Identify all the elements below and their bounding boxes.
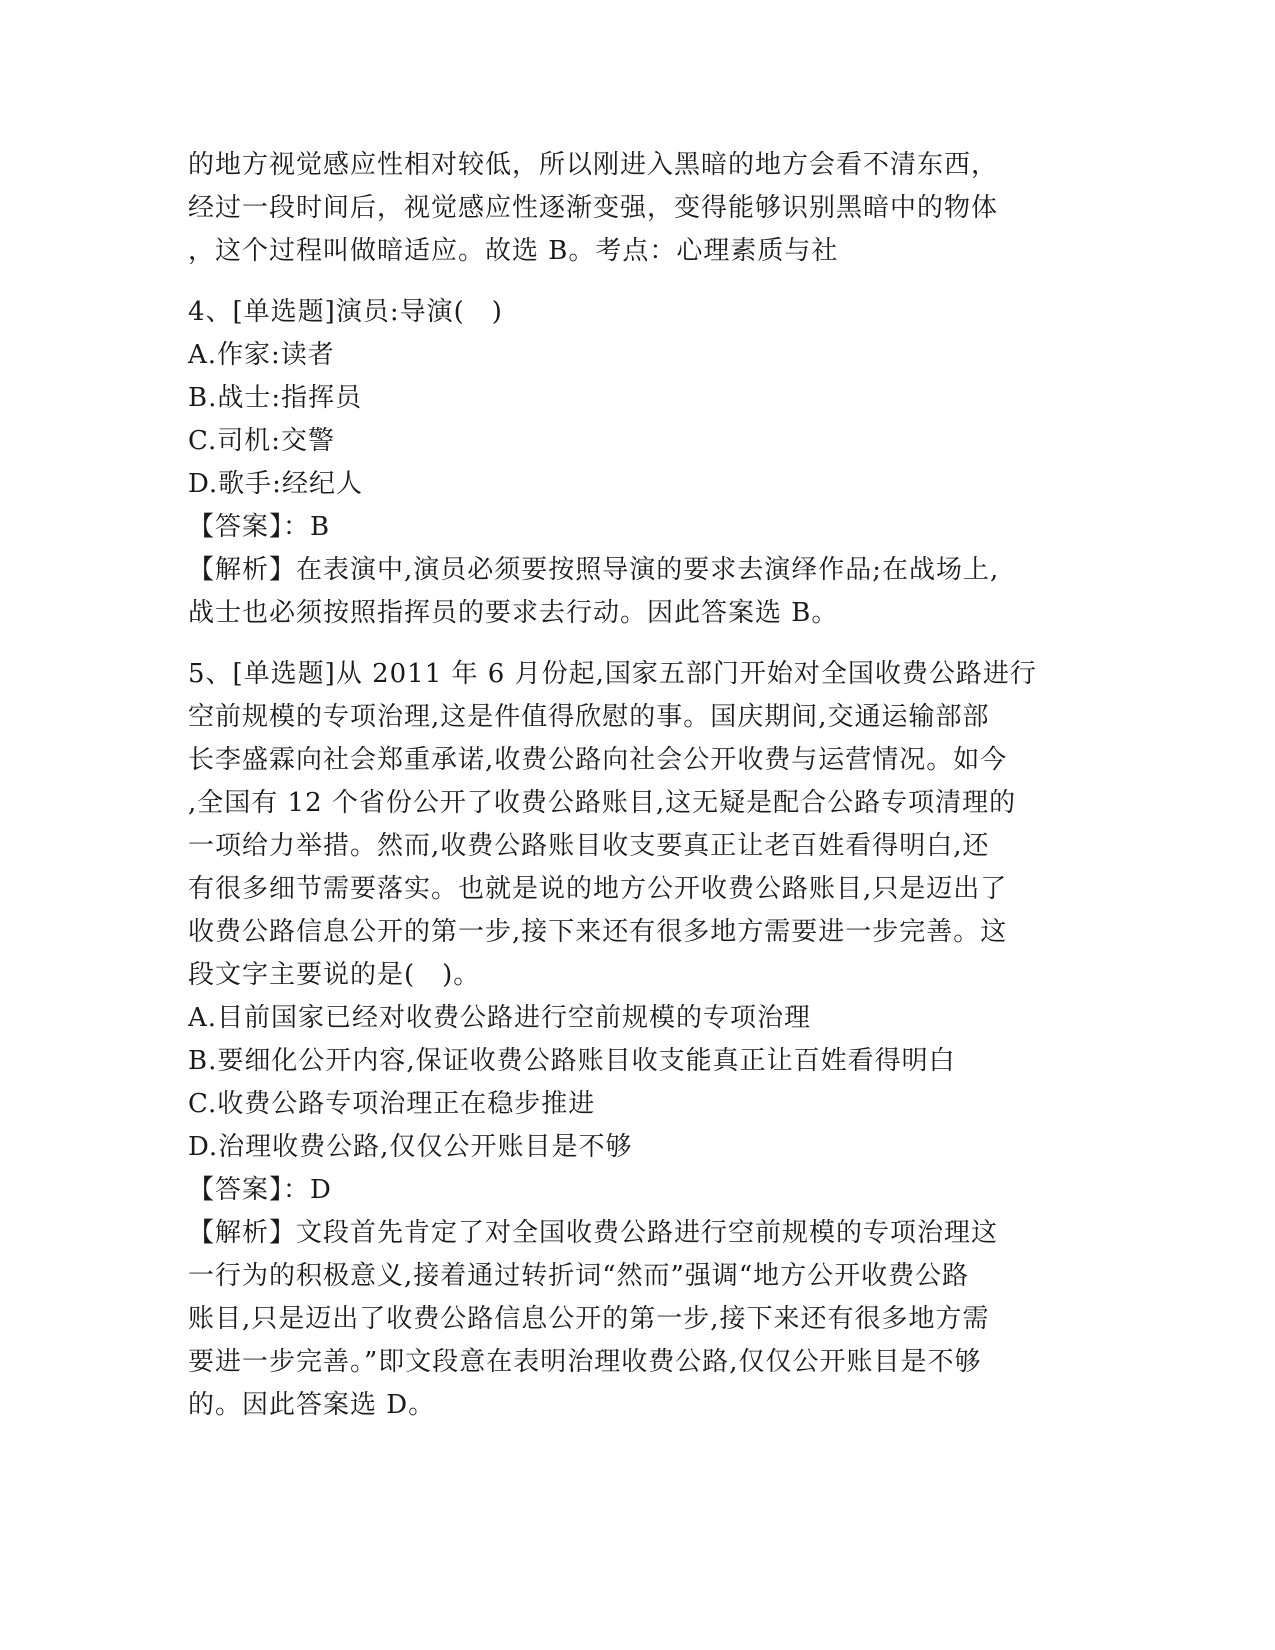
question-5-stem-line: 空前规模的专项治理,这是件值得欣慰的事。国庆期间,交通运输部部 bbox=[188, 702, 990, 732]
question-4-option-a: A.作家:读者 bbox=[188, 340, 335, 370]
question-5-stem-line: 收费公路信息公开的第一步,接下来还有很多地方需要进一步完善。这 bbox=[188, 917, 1008, 947]
question-5-answer: 【答案】：D bbox=[188, 1175, 332, 1205]
intro-line: 经过一段时间后，视觉感应性逐渐变强，变得能够识别黑暗中的物体 bbox=[188, 193, 999, 223]
question-5 bbox=[188, 653, 1088, 1427]
question-5-option-d: D.治理收费公路,仅仅公开账目是不够 bbox=[188, 1132, 633, 1162]
question-5-stem-line: 段文字主要说的是( )。 bbox=[188, 960, 481, 990]
question-5-option-b: B.要细化公开内容,保证收费公路账目收支能真正让百姓看得明白 bbox=[188, 1046, 956, 1076]
question-5-stem-line: 一项给力举措。然而,收费公路账目收支要真正让老百姓看得明白,还 bbox=[188, 831, 990, 861]
question-4-stem: 4、[单选题]演员:导演( ) bbox=[188, 297, 503, 327]
question-5-analysis-line: 要进一步完善。”即文段意在表明治理收费公路,仅仅公开账目是不够 bbox=[188, 1347, 982, 1377]
question-5-analysis-line: 的。因此答案选 D。 bbox=[188, 1390, 436, 1420]
question-4-analysis-line: 【解析】在表演中,演员必须要按照导演的要求去演绎作品;在战场上, bbox=[188, 555, 1000, 585]
paragraph-gap bbox=[188, 635, 1088, 653]
question-5-stem-line: 5、[单选题]从 2011 年 6 月份起,国家五部门开始对全国收费公路进行 bbox=[188, 659, 1037, 689]
question-4-option-b: B.战士:指挥员 bbox=[188, 383, 363, 413]
intro-paragraph bbox=[188, 144, 1088, 273]
question-5-analysis-line: 账目,只是迈出了收费公路信息公开的第一步,接下来还有很多地方需 bbox=[188, 1304, 990, 1334]
question-5-analysis-line: 一行为的积极意义,接着通过转折词“然而”强调“地方公开收费公路 bbox=[188, 1261, 970, 1291]
question-4 bbox=[188, 291, 1088, 635]
question-5-stem-line: ,全国有 12 个省份公开了收费公路账目,这无疑是配合公路专项清理的 bbox=[188, 788, 1017, 818]
question-4-option-c: C.司机:交警 bbox=[188, 426, 335, 456]
intro-line: ，这个过程叫做暗适应。故选 B。考点：心理素质与社 bbox=[188, 236, 839, 266]
question-5-stem-line: 长李盛霖向社会郑重承诺,收费公路向社会公开收费与运营情况。如今 bbox=[188, 745, 1008, 775]
question-5-stem-line: 有很多细节需要落实。也就是说的地方公开收费公路账目,只是迈出了 bbox=[188, 874, 1008, 904]
intro-line: 的地方视觉感应性相对较低，所以刚进入黑暗的地方会看不清东西， bbox=[188, 150, 999, 180]
question-4-answer: 【答案】：B bbox=[188, 512, 331, 542]
question-5-analysis-line: 【解析】文段首先肯定了对全国收费公路进行空前规模的专项治理这 bbox=[188, 1218, 999, 1248]
question-5-option-a: A.目前国家已经对收费公路进行空前规模的专项治理 bbox=[188, 1003, 812, 1033]
paragraph-gap bbox=[188, 273, 1088, 291]
question-5-option-c: C.收费公路专项治理正在稳步推进 bbox=[188, 1089, 596, 1119]
question-4-option-d: D.歌手:经纪人 bbox=[188, 469, 363, 499]
document-content bbox=[188, 144, 1088, 1427]
question-4-analysis-line: 战士也必须按照指挥员的要求去行动。因此答案选 B。 bbox=[188, 598, 839, 628]
